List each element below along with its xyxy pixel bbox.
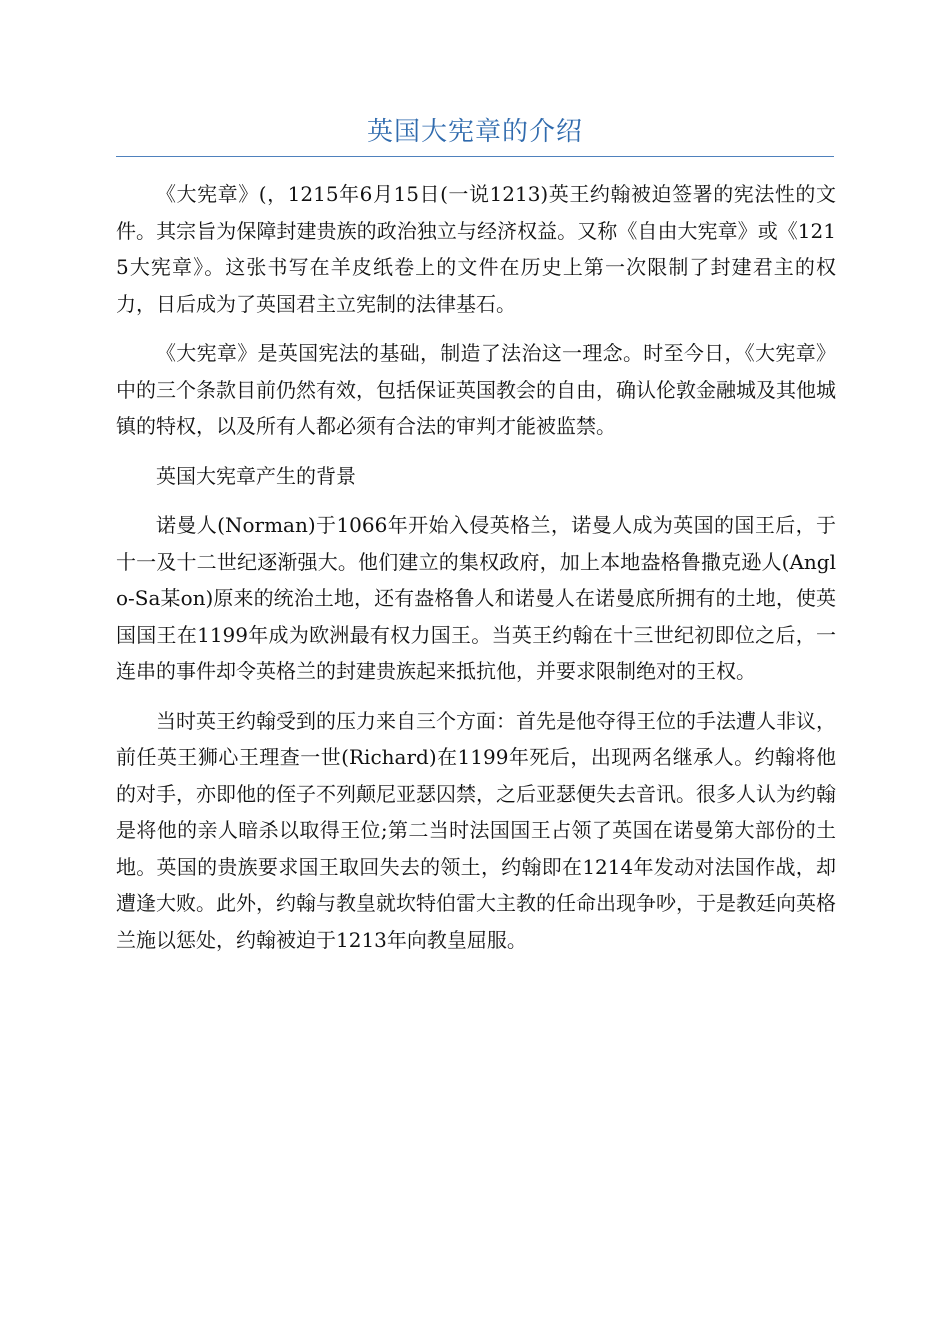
paragraph-intro: 《大宪章》(，1215年6月15日(一说1213)英王约翰被迫签署的宪法性的文件。其宗旨为保障封建贵族的政治独立与经济权益。又称《自由大宪章》或《1215大宪章》。这张书写在羊皮纸卷上的文件在历史上第一次限制了封建君主的权力，日后成为了英国君主立宪制的法律基石。 [116,182,836,316]
title-block [116,112,834,157]
document-body [116,176,836,971]
section-heading-background: 英国大宪章产生的背景 [156,463,356,488]
paragraph-pressures: 当时英王约翰受到的压力来自三个方面：首先是他夺得王位的手法遭人非议，前任英王狮心王理查一世(Richard)在1199年死后，出现两名继承人。约翰将他的对手，亦即他的侄子不列颠尼亚瑟囚禁，之后亚瑟便失去音讯。很多人认为约翰是将他的亲人暗杀以取得王位;第二当时法国国王占领了英国在诺曼第大部份的土地。英国的贵族要求国王取回失去的领土，约翰即在1214年发动对法国作战，却遭逢大败。此外，约翰与教皇就坎特伯雷大主教的任命出现争吵，于是教廷向英格兰施以惩处，约翰被迫于1213年向教皇屈服。 [116,708,836,952]
paragraph-normans: 诺曼人(Norman)于1066年开始入侵英格兰，诺曼人成为英国的国王后，于十一及十二世纪逐渐强大。他们建立的集权政府，加上本地盎格鲁撒克逊人(Anglo-Sa某on)原来的统治土地，还有盎格鲁人和诺曼人在诺曼底所拥有的土地，使英国国王在1199年成为欧洲最有权力国王。当英王约翰在十三世纪初即位之后，一连串的事件却令英格兰的封建贵族起来抵抗他，并要求限制绝对的王权。 [116,513,836,683]
document-title: 英国大宪章的介绍 [366,117,583,147]
paragraph-foundation: 《大宪章》是英国宪法的基础，制造了法治这一理念。时至今日，《大宪章》中的三个条款目前仍然有效，包括保证英国教会的自由，确认伦敦金融城及其他城镇的特权，以及所有人都必须有合法的审判才能被监禁。 [116,341,836,438]
